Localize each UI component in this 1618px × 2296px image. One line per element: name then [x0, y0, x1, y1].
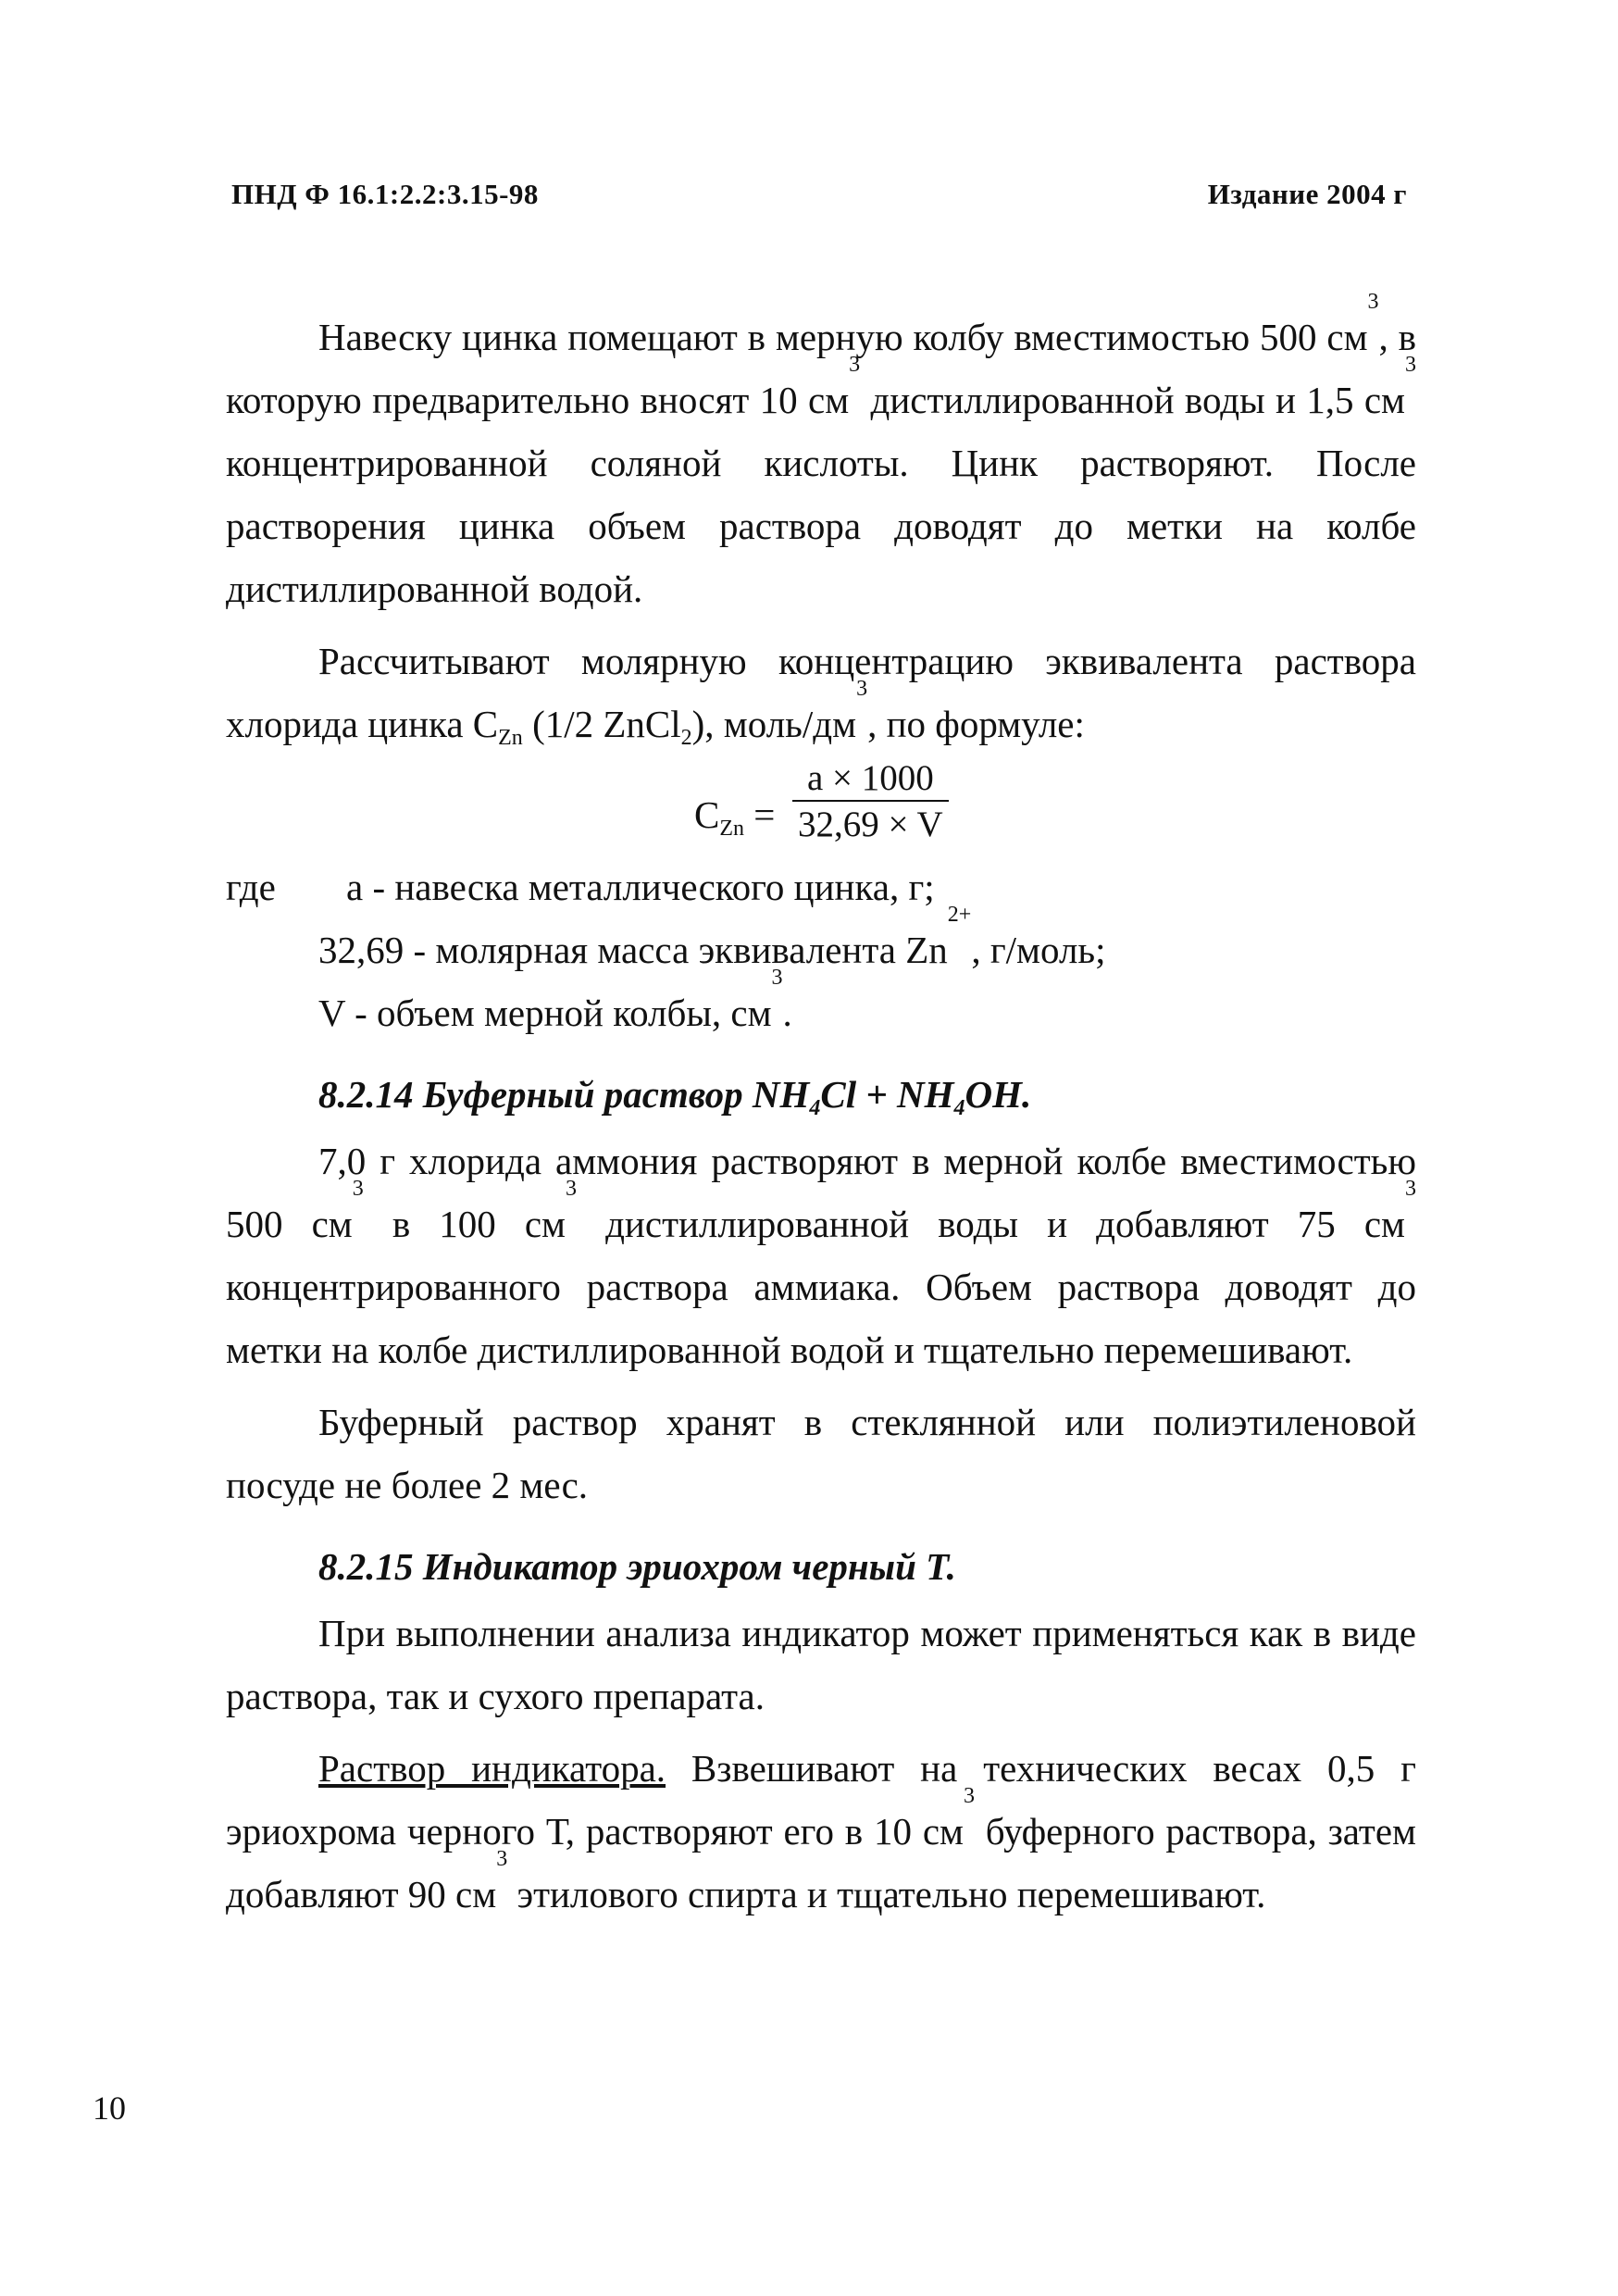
superscript: 3 — [856, 677, 868, 701]
text-run: (1/2 ZnCl — [522, 703, 681, 745]
definition-volume — [226, 966, 1416, 1044]
document-code: ПНД Ф 16.1:2.2:3.15-98 — [231, 178, 539, 210]
text-run: OH. — [965, 1073, 1032, 1116]
subscript: Zn — [498, 726, 523, 750]
text-run: Cl + NH — [820, 1073, 954, 1116]
text-run: ), моль/дм — [691, 703, 857, 745]
edition-label: Издание 2004 г — [1207, 178, 1407, 210]
where-line — [226, 855, 1416, 918]
text-run: этилового спирта и тщательно перемешивают. — [507, 1873, 1266, 1915]
subscript: 4 — [809, 1096, 821, 1120]
definition-a: a - навеска металлического цинка, г; — [346, 866, 935, 908]
formula-lhs — [694, 783, 775, 846]
subscript: 4 — [953, 1096, 965, 1120]
text-run: концентрированного раствора аммиака. Объем раствора доводят до метки на колбе дистиллированной водой и тщательно перемешивают. — [226, 1266, 1416, 1371]
section-heading-8-2-15: 8.2.15 Индикатор эриохром черный Т. — [318, 1545, 956, 1588]
formula-numerator: a × 1000 — [806, 758, 934, 798]
text-run: Рассчитывают молярную концентрацию эквивалента раствора хлорида цинка C — [226, 640, 1416, 745]
superscript: 3 — [1404, 1177, 1416, 1201]
text-run: , в которую предварительно вносят 10 см — [226, 316, 1416, 421]
superscript: 3 — [352, 1177, 364, 1201]
paragraph-indicator-solution — [226, 1737, 1416, 1926]
text-run: 8.2.14 Буферный раствор NH — [318, 1073, 810, 1116]
text-run: . — [782, 992, 792, 1034]
formula-fraction — [792, 757, 949, 848]
superscript: 3 — [1405, 353, 1416, 377]
text-run: Взвешивают на технических весах 0,5 г эриохрома черного Т, растворяют его в 10 см — [226, 1747, 1416, 1853]
paragraph-concentration-calc — [226, 630, 1416, 755]
text-run: в 100 см — [363, 1203, 566, 1245]
paragraph-buffer-preparation — [226, 1129, 1416, 1381]
superscript: 3 — [1367, 290, 1379, 314]
subscript: 2 — [680, 726, 692, 750]
formula-symbol: C — [694, 793, 720, 836]
superscript: 3 — [565, 1177, 577, 1201]
definition-molar-mass — [226, 903, 1416, 981]
where-label: где — [226, 866, 276, 908]
text-run: 32,69 - молярная масса эквивалента Zn — [318, 929, 948, 971]
paragraph-indicator-usage: При выполнении анализа индикатор может применяться как в виде раствора, так и сухого препарата. — [226, 1612, 1416, 1717]
text-run: , г/моль; — [971, 929, 1106, 971]
paragraph-zinc-weighing — [226, 290, 1416, 620]
text-run: дистиллированной воды и добавляют 75 см — [576, 1203, 1405, 1245]
text-run: , по формуле: — [867, 703, 1085, 745]
page-number: 10 — [93, 2090, 126, 2127]
formula-denominator: 32,69 × V — [798, 805, 943, 844]
text-run: буферного раствора, затем добавляют 90 см — [226, 1810, 1416, 1915]
superscript: 3 — [771, 966, 783, 990]
equals-sign: = — [744, 793, 776, 836]
formula-zinc-concentration — [226, 757, 1416, 850]
superscript: 3 — [849, 353, 861, 377]
text-run: V - объем мерной колбы, см — [318, 992, 772, 1034]
text-run: Навеску цинка помещают в мерную колбу вместимостью 500 см — [318, 316, 1368, 358]
subscript: Zn — [719, 817, 745, 841]
superscript: 2+ — [947, 903, 972, 927]
superscript: 3 — [496, 1847, 508, 1871]
text-run: дистиллированной воды и 1,5 см — [860, 379, 1405, 421]
superscript: 3 — [963, 1784, 975, 1808]
paragraph-buffer-storage: Буферный раствор хранят в стеклянной или полиэтиленовой посуде не более 2 мес. — [226, 1401, 1416, 1506]
text-run: концентрированной соляной кислоты. Цинк растворяют. После растворения цинка объем раствора доводят до метки на колбе дистиллированной водой. — [226, 442, 1416, 610]
text-run: 7,0 г хлорида аммония растворяют в мерной колбе вместимостью 500 см — [226, 1140, 1416, 1245]
underlined-term: Раствор индикатора. — [318, 1747, 666, 1790]
section-heading-8-2-14 — [226, 1063, 1416, 1126]
document-body — [226, 290, 1416, 1926]
